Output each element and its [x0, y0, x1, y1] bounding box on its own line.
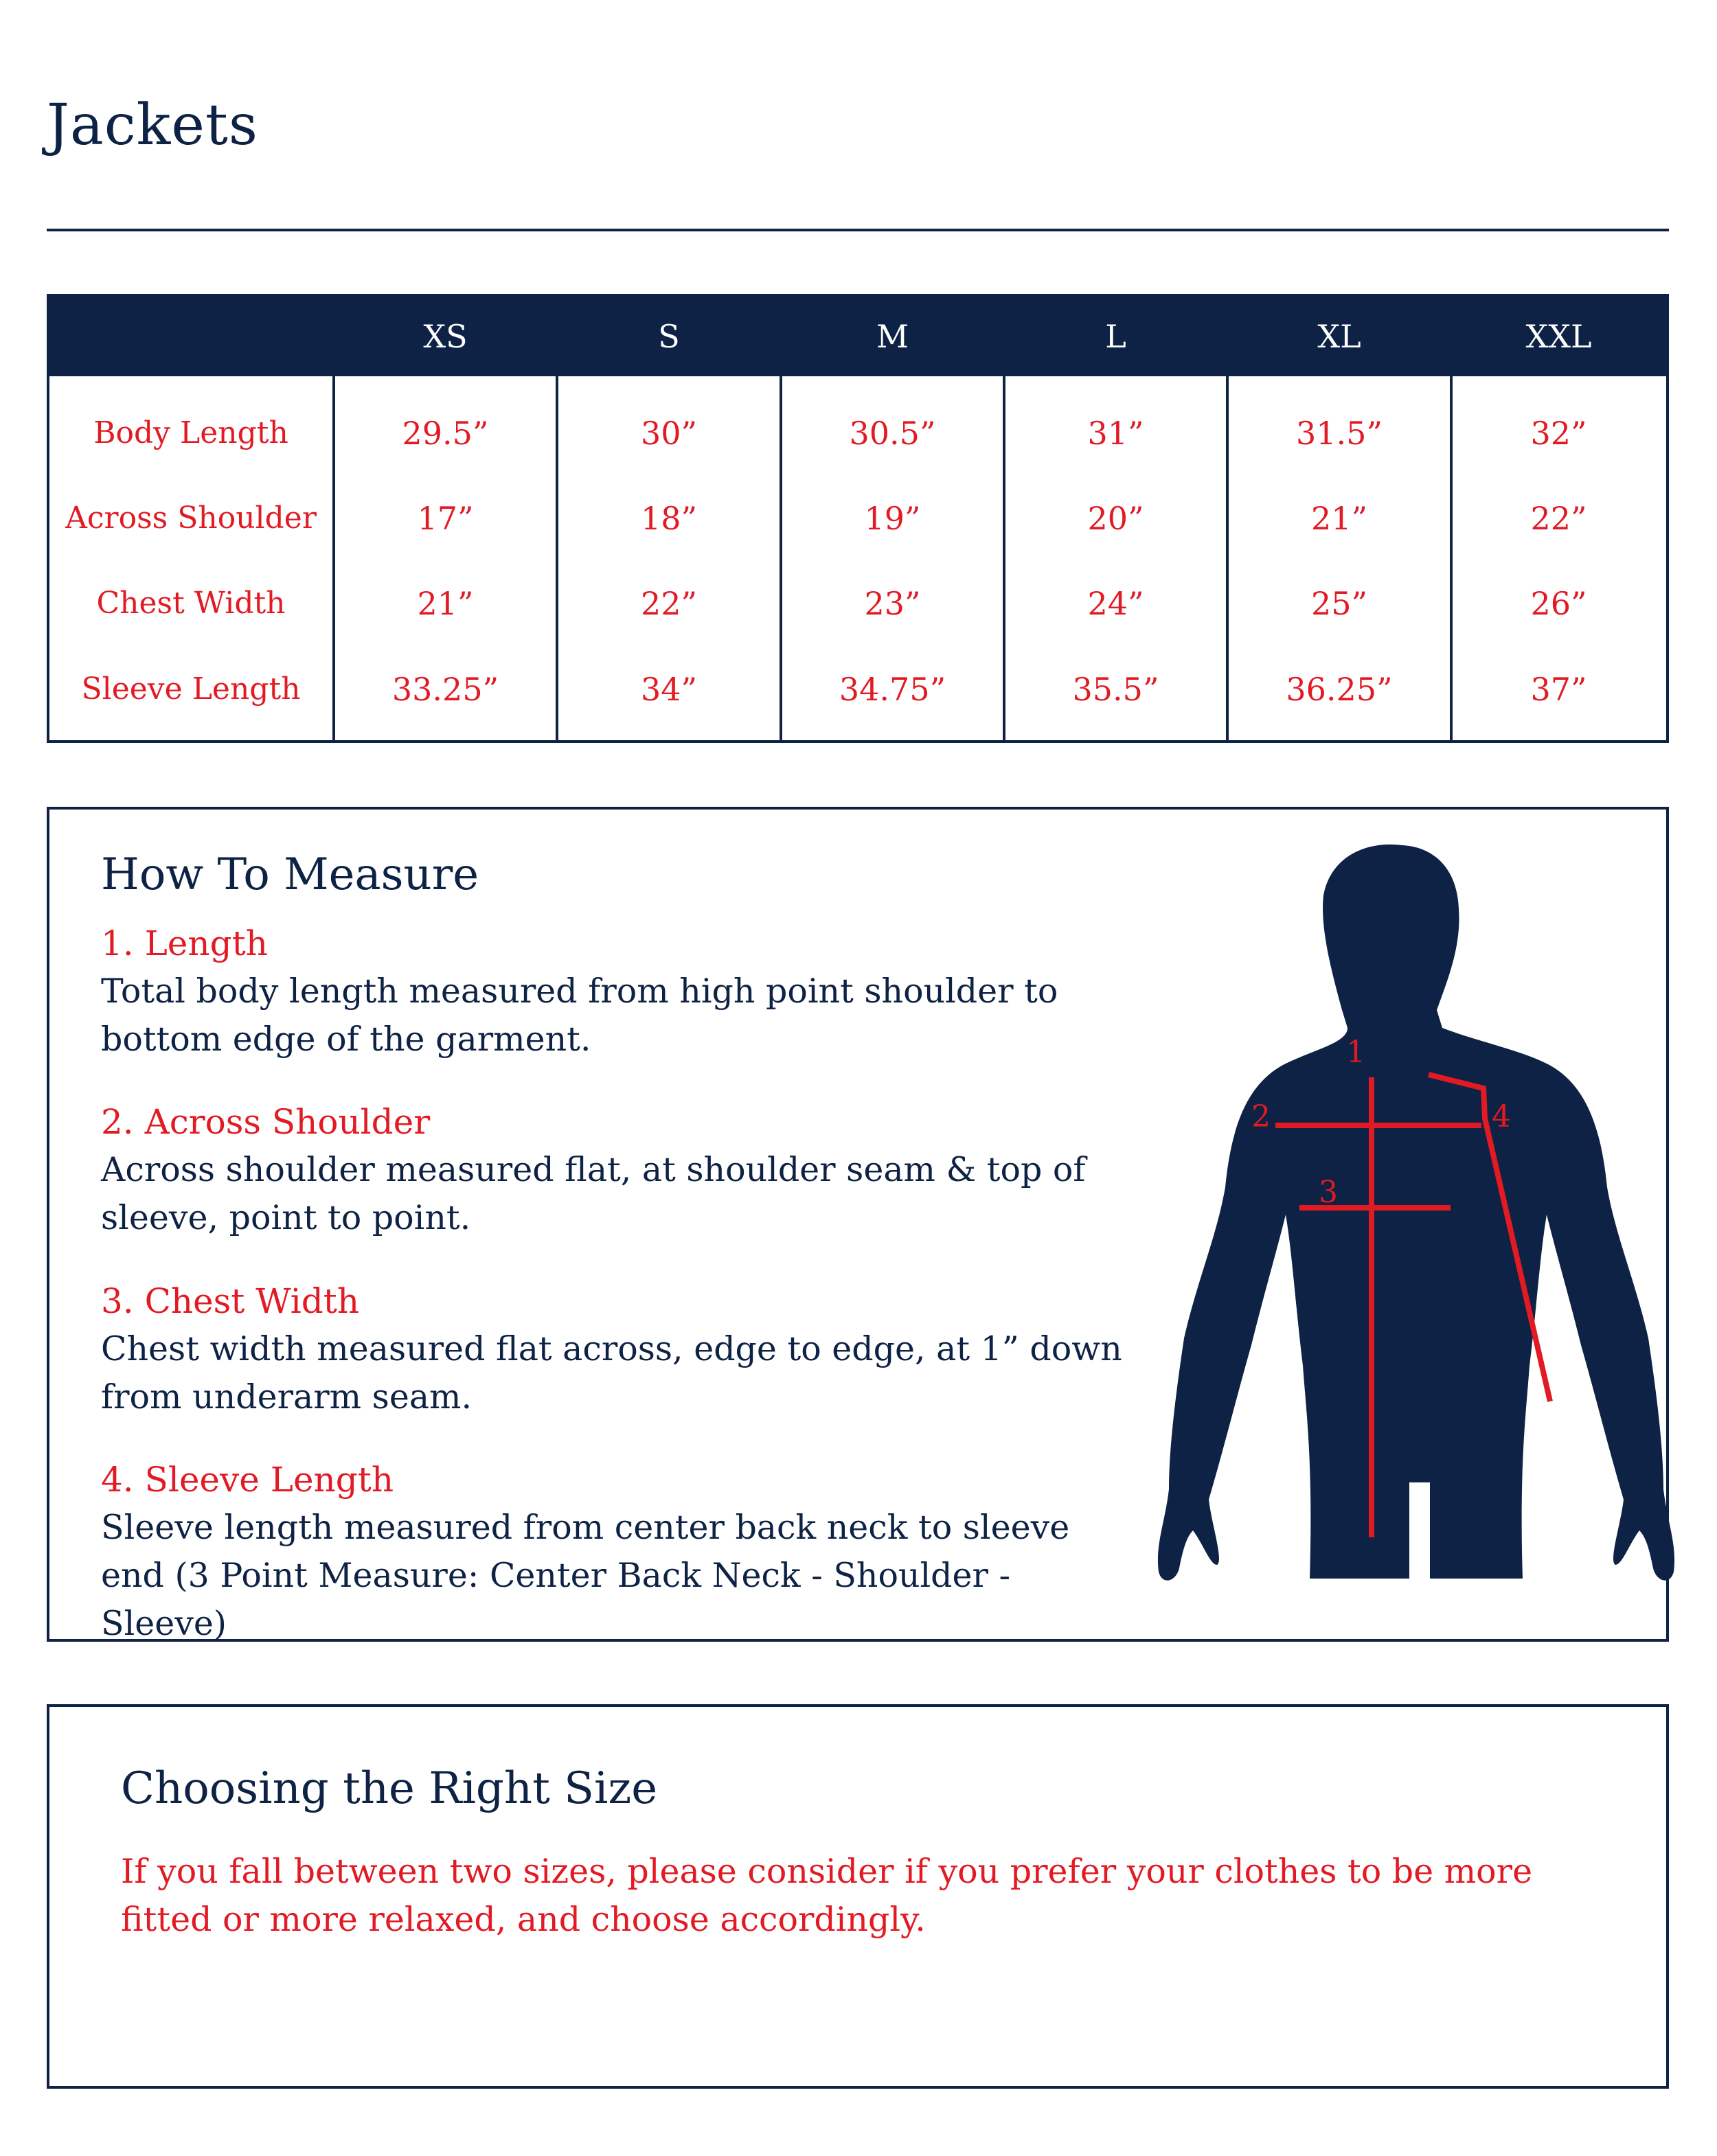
row-label-chest-width: Chest Width [96, 586, 286, 621]
step-title: 4. Sleeve Length [101, 1460, 394, 1500]
step-description: Sleeve length measured from center back neck to sleeve end (3 Point Measure: Center Back Neck - Shoulder - Sleeve) [101, 1508, 1070, 1643]
measure-step-length [101, 919, 1131, 1064]
table-cell: 37” [1530, 671, 1587, 708]
table-cell: 30.5” [849, 415, 936, 452]
marker-1: 1 [1346, 1035, 1365, 1070]
how-to-measure-title: How To Measure [101, 849, 479, 900]
measure-step-chest-width [101, 1277, 1131, 1421]
step-description: Chest width measured flat across, edge to edge, at 1” down from underarm seam. [101, 1329, 1122, 1417]
marker-2: 2 [1251, 1099, 1271, 1134]
table-cell: 29.5” [402, 415, 489, 452]
choosing-size-title: Choosing the Right Size [121, 1763, 658, 1814]
table-cell: 17” [417, 500, 474, 537]
table-cell: 31” [1087, 415, 1144, 452]
table-cell: 21” [417, 585, 474, 622]
step-title: 1. Length [101, 924, 268, 963]
choosing-size-text: If you fall between two sizes, please consider if you prefer your clothes to be more fitted or more relaxed, and choose accordingly. [121, 1852, 1533, 1939]
row-label-body-length: Body Length [93, 415, 288, 450]
table-cell: 20” [1087, 500, 1144, 537]
table-cell: 22” [1530, 500, 1587, 537]
table-cell: 24” [1087, 585, 1144, 622]
size-header-xxl: XXL [1525, 318, 1592, 355]
table-cell: 19” [864, 500, 921, 537]
human-torso-silhouette-icon [1158, 845, 1674, 1581]
step-description: Across shoulder measured flat, at shoulder seam & top of sleeve, point to point. [101, 1150, 1086, 1237]
size-header-xl: XL [1317, 318, 1361, 355]
table-cell: 22” [640, 585, 698, 622]
measure-step-across-shoulder [101, 1098, 1131, 1242]
marker-3: 3 [1319, 1175, 1338, 1210]
table-cell: 21” [1310, 500, 1368, 537]
size-header-m: M [876, 318, 909, 355]
table-cell: 30” [640, 415, 698, 452]
page-title: Jackets [47, 93, 258, 158]
size-header-s: S [658, 318, 680, 355]
table-cell: 31.5” [1296, 415, 1383, 452]
how-to-measure-section [47, 807, 1669, 1642]
step-title: 3. Chest Width [101, 1281, 360, 1321]
size-header-l: L [1105, 318, 1126, 355]
step-description: Total body length measured from high point shoulder to bottom edge of the garment. [101, 972, 1058, 1059]
row-label-across-shoulder: Across Shoulder [65, 501, 317, 536]
table-cell: 32” [1530, 415, 1587, 452]
table-cell: 23” [864, 585, 921, 622]
table-cell: 33.25” [391, 671, 499, 708]
table-cell: 34.75” [839, 671, 946, 708]
measure-step-sleeve-length [101, 1456, 1131, 1648]
size-header-row [49, 297, 1666, 376]
row-label-sleeve-length: Sleeve Length [81, 672, 301, 707]
title-divider [47, 229, 1669, 231]
marker-4: 4 [1492, 1099, 1511, 1134]
table-cell: 26” [1530, 585, 1587, 622]
human-figure-diagram [1135, 844, 1684, 1606]
size-header-xs: XS [423, 318, 468, 355]
table-cell: 34” [640, 671, 698, 708]
table-cell: 25” [1310, 585, 1368, 622]
table-cell: 36.25” [1286, 671, 1393, 708]
table-cell: 35.5” [1072, 671, 1159, 708]
step-title: 2. Across Shoulder [101, 1102, 431, 1142]
choosing-size-section [47, 1704, 1669, 2089]
table-cell: 18” [640, 500, 698, 537]
size-chart-table [47, 294, 1669, 743]
